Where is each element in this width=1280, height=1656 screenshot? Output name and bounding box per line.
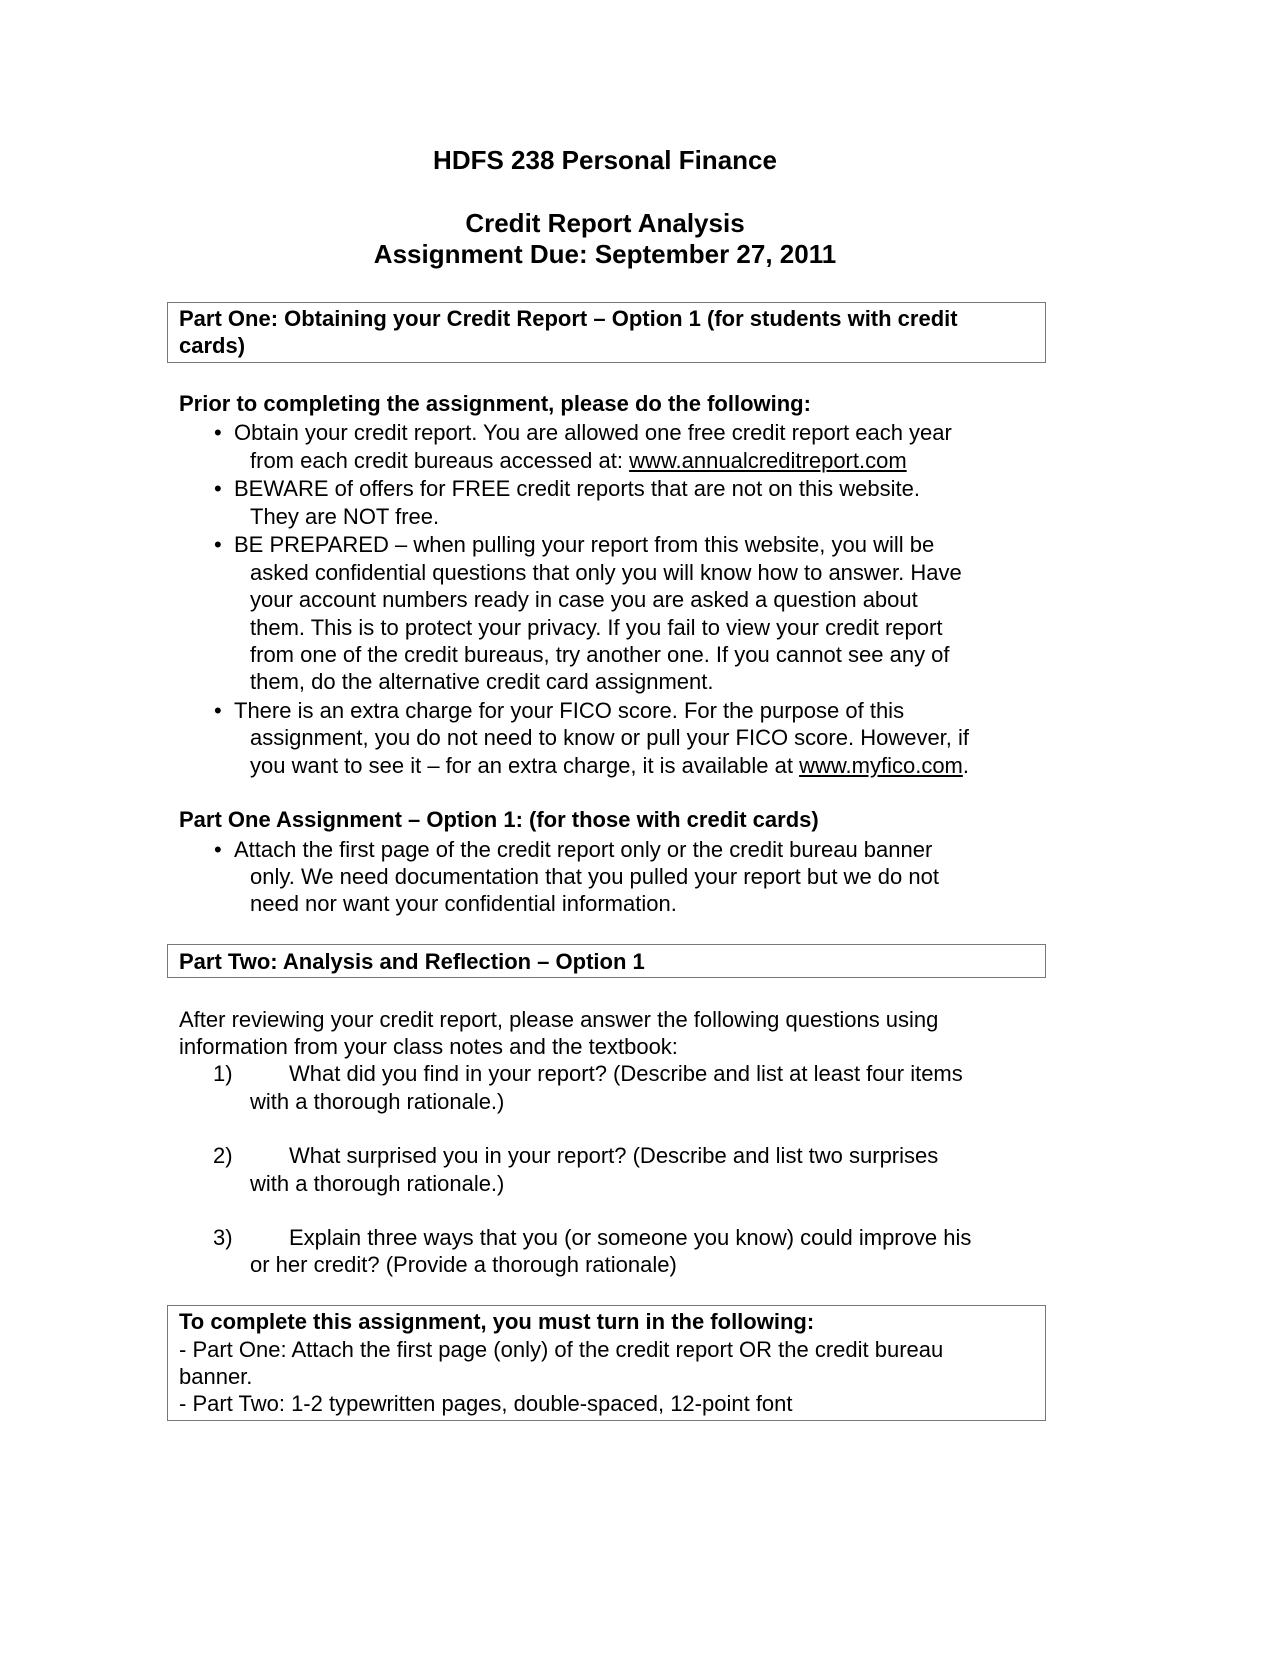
bullet-text: your account numbers ready in case you are asked a question about: [250, 587, 918, 612]
bullet-text: them, do the alternative credit card assignment.: [250, 669, 714, 694]
part-one-heading: cards): [179, 333, 246, 358]
complete-heading: To complete this assignment, you must turn in the following:: [179, 1309, 815, 1334]
period: .: [962, 753, 969, 778]
bullet-icon: •: [214, 698, 222, 723]
bullet-text: [250, 752, 969, 780]
bullet-text: [250, 447, 907, 475]
bullet-text: There is an extra charge for your FICO score. For the purpose of this: [234, 698, 905, 723]
part-one-heading: Part One: Obtaining your Credit Report – Option 1 (for students with credit: [179, 306, 958, 331]
bullet-text: need nor want your confidential information.: [250, 891, 677, 916]
annualcreditreport-link[interactable]: www.annualcreditreport.com: [629, 448, 907, 473]
bullet-icon: •: [214, 532, 222, 557]
question-text: or her credit? (Provide a thorough rationale): [250, 1252, 677, 1277]
course-title: HDFS 238 Personal Finance: [433, 145, 777, 175]
bullet-text: you want to see it – for an extra charge, it is available at: [250, 753, 800, 778]
question-text: Explain three ways that you (or someone you know) could improve his: [289, 1225, 972, 1250]
bullet-text: them. This is to protect your privacy. If you fail to view your credit report: [250, 615, 943, 640]
requirement-text: banner.: [179, 1364, 253, 1389]
prior-heading: Prior to completing the assignment, please do the following:: [179, 391, 811, 416]
bullet-text: from one of the credit bureaus, try another one. If you cannot see any of: [250, 642, 950, 667]
requirement-text: - Part One: Attach the first page (only) of the credit report OR the credit bureau: [179, 1337, 944, 1362]
bullet-text: They are NOT free.: [250, 504, 440, 529]
assignment-heading: Part One Assignment – Option 1: (for those with credit cards): [179, 807, 819, 832]
bullet-icon: •: [214, 476, 222, 501]
bullet-text: asked confidential questions that only you will know how to answer. Have: [250, 560, 962, 585]
due-date: Assignment Due: September 27, 2011: [373, 239, 837, 269]
question-number: 2): [213, 1143, 233, 1168]
bullet-text: assignment, you do not need to know or pull your FICO score. However, if: [250, 725, 970, 750]
question-number: 1): [213, 1061, 233, 1086]
myfico-link[interactable]: www.myfico.com: [799, 753, 963, 778]
question-text: with a thorough rationale.): [250, 1089, 505, 1114]
bullet-text: only. We need documentation that you pulled your report but we do not: [250, 864, 939, 889]
document-title: Credit Report Analysis: [465, 208, 745, 238]
bullet-text: Attach the first page of the credit report only or the credit bureau banner: [234, 837, 933, 862]
bullet-icon: •: [214, 420, 222, 445]
bullet-text: BE PREPARED – when pulling your report from this website, you will be: [234, 532, 935, 557]
bullet-text: from each credit bureaus accessed at:: [250, 448, 630, 473]
bullet-text: BEWARE of offers for FREE credit reports that are not on this website.: [234, 476, 920, 501]
intro-text: After reviewing your credit report, please answer the following questions using: [179, 1007, 939, 1032]
question-number: 3): [213, 1225, 233, 1250]
question-text: with a thorough rationale.): [250, 1171, 505, 1196]
part-two-heading: Part Two: Analysis and Reflection – Option 1: [179, 949, 645, 974]
requirement-text: - Part Two: 1-2 typewritten pages, double-spaced, 12-point font: [179, 1391, 793, 1416]
bullet-text: Obtain your credit report. You are allowed one free credit report each year: [234, 420, 952, 445]
question-text: What did you find in your report? (Describe and list at least four items: [289, 1061, 963, 1086]
bullet-icon: •: [214, 837, 222, 862]
intro-text: information from your class notes and the textbook:: [179, 1034, 678, 1059]
question-text: What surprised you in your report? (Describe and list two surprises: [289, 1143, 939, 1168]
